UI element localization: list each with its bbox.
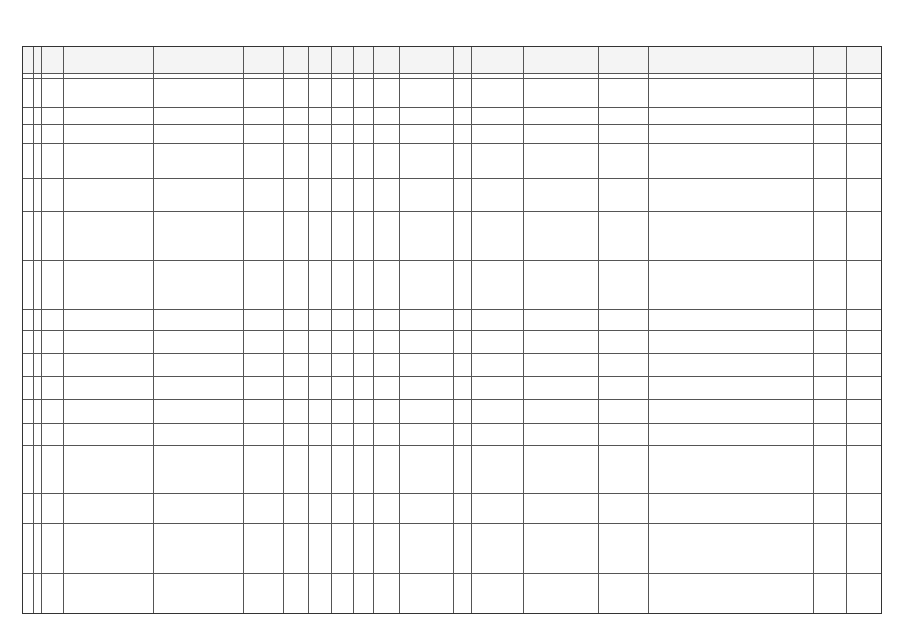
row-divider — [23, 260, 881, 261]
table-header-row — [23, 47, 881, 73]
row-divider — [23, 353, 881, 354]
row-divider — [23, 523, 881, 524]
row-divider — [23, 399, 881, 400]
row-divider — [23, 178, 881, 179]
row-divider — [23, 107, 881, 108]
row-divider — [23, 445, 881, 446]
row-divider — [23, 309, 881, 310]
row-divider — [23, 493, 881, 494]
row-divider — [23, 211, 881, 212]
row-divider — [23, 330, 881, 331]
row-divider — [23, 143, 881, 144]
row-divider — [23, 376, 881, 377]
row-divider — [23, 573, 881, 574]
row-divider — [23, 78, 881, 79]
row-divider — [23, 124, 881, 125]
row-divider — [23, 423, 881, 424]
table-scan — [22, 46, 882, 614]
row-divider — [23, 73, 881, 74]
